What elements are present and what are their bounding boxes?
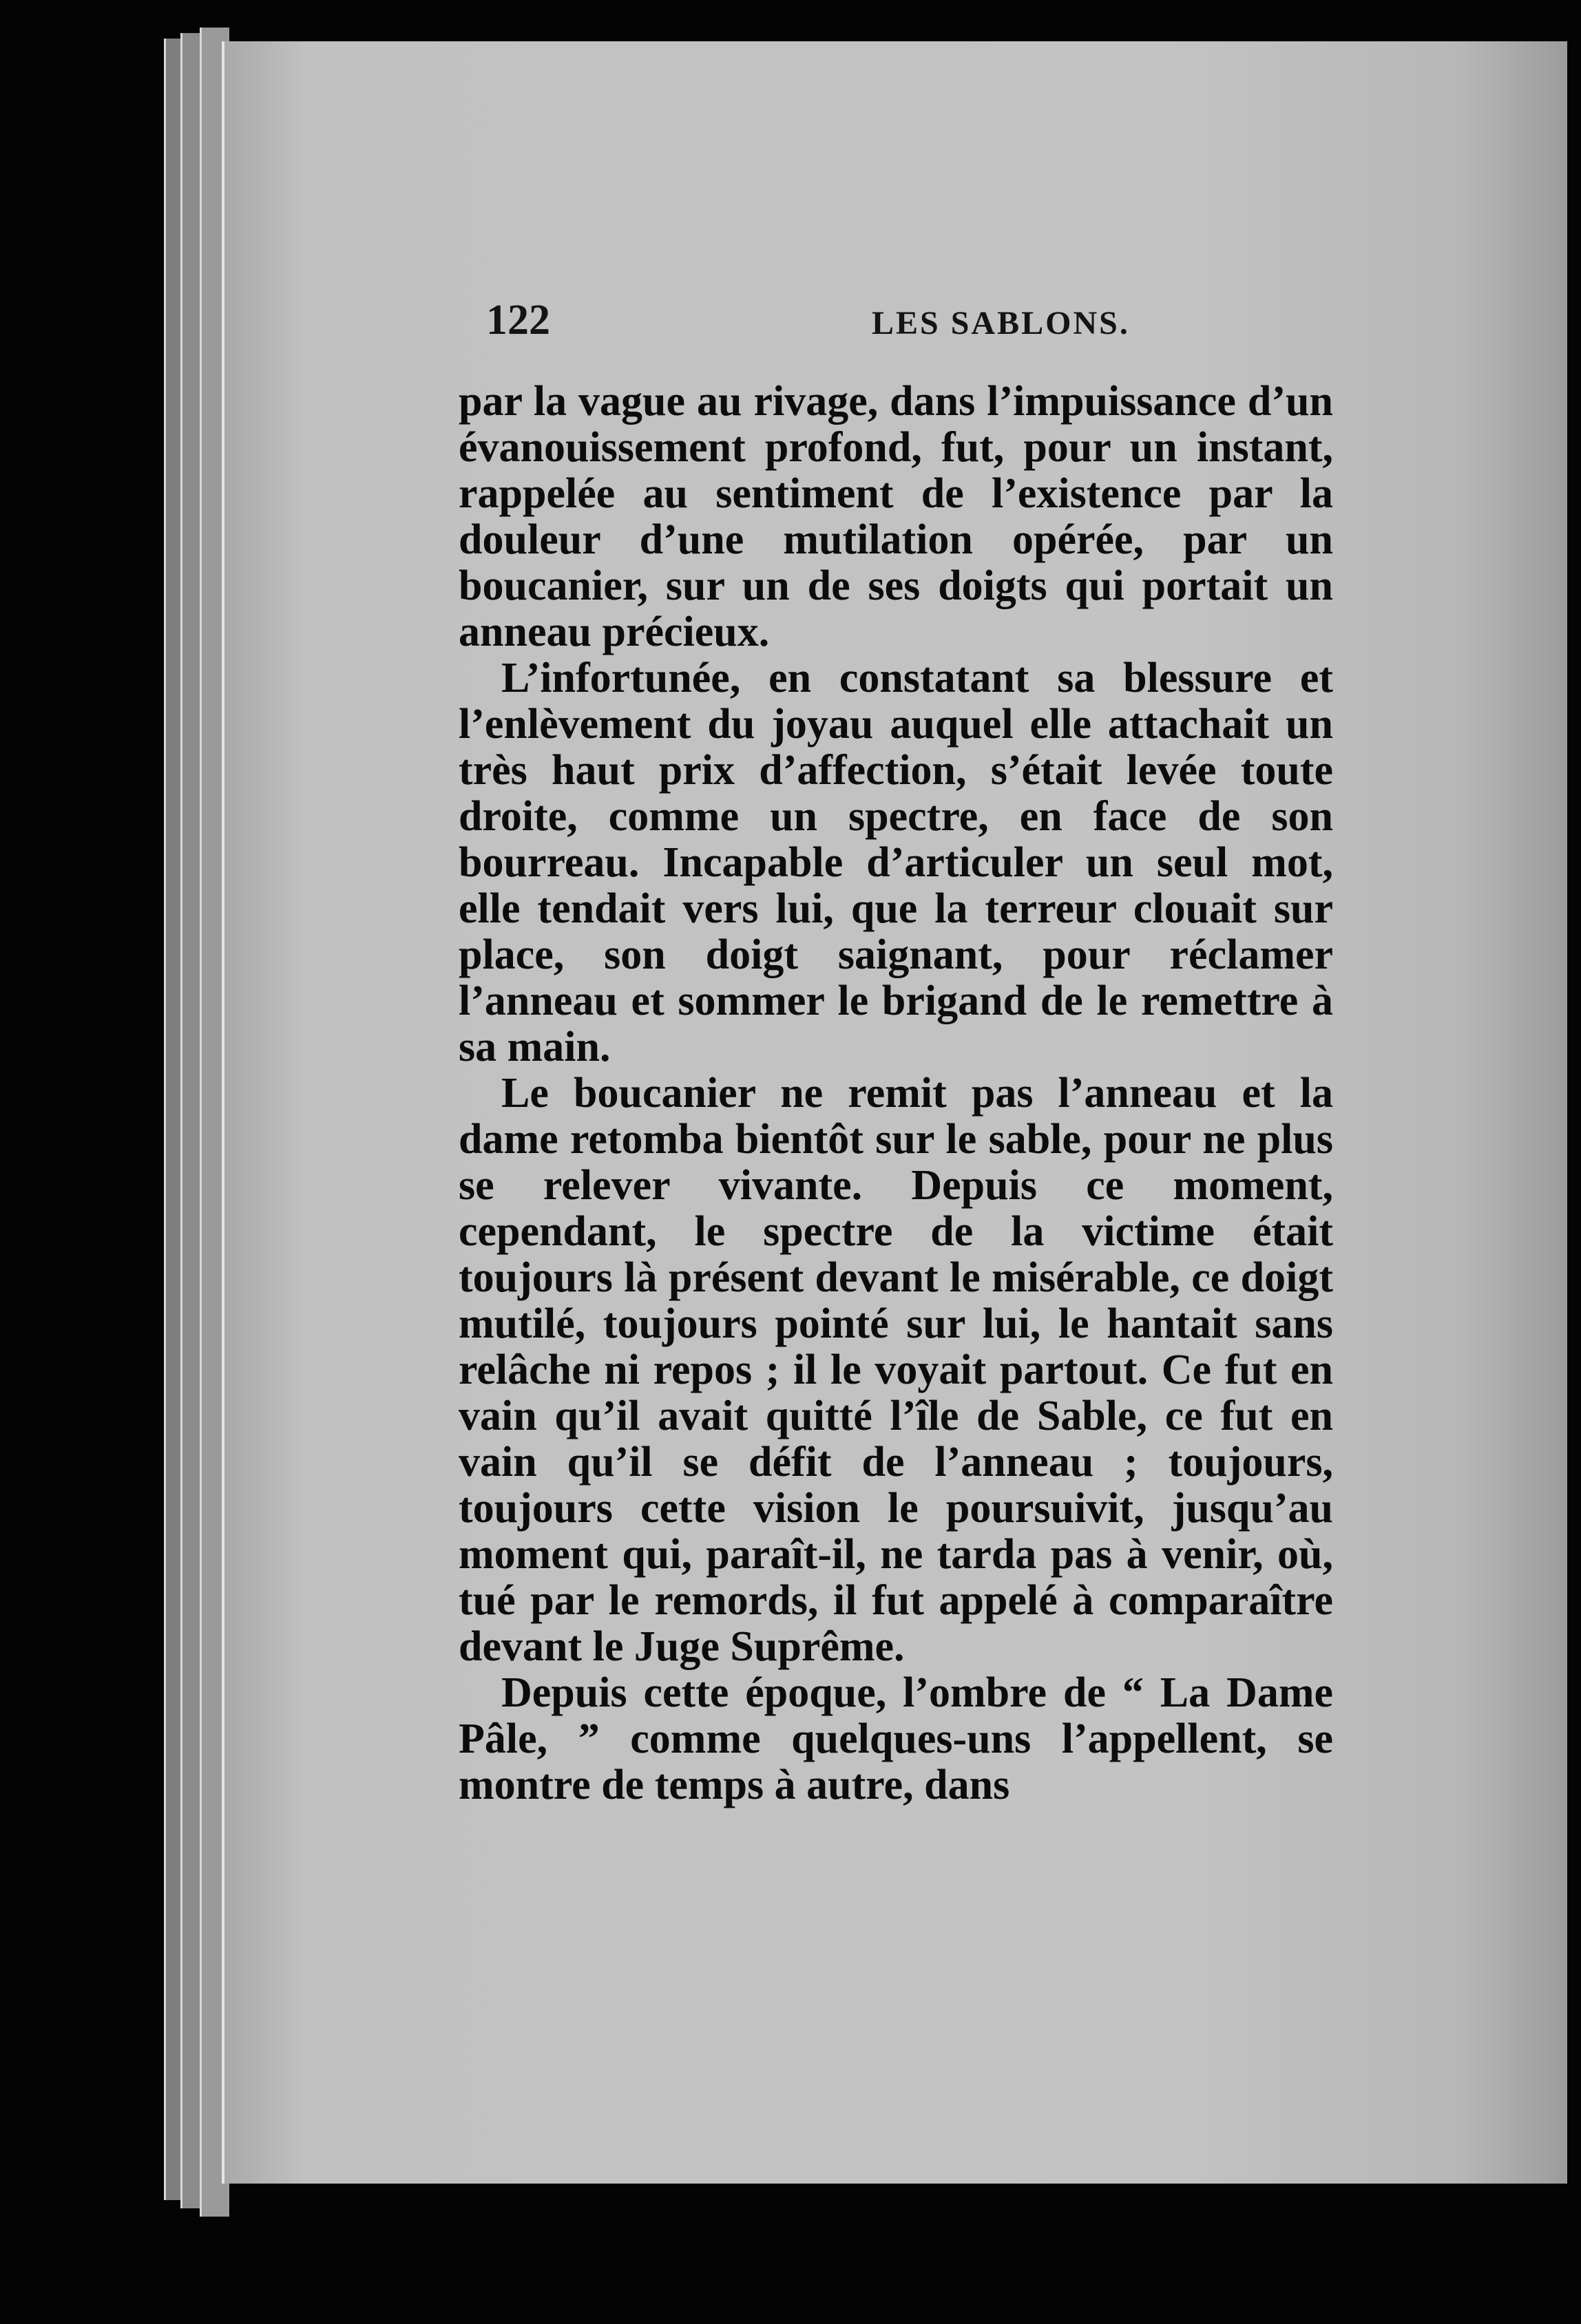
- paragraph: Depuis cette époque, l’ombre de “ La Dame Pâle, ” comme quelques-uns l’appellent, se montre de temps à autre, dans: [459, 1669, 1333, 1808]
- page-number: 122: [486, 297, 550, 344]
- book-page: [222, 41, 1567, 2184]
- paragraph: par la vague au rivage, dans l’impuissance d’un évanouissement profond, fut, pour un instant, rappelée au sentiment de l’existence par la douleur d’une mutilation opérée, par un boucanier, sur un de ses doigts qui portait un anneau précieux.: [459, 378, 1333, 655]
- paragraph: L’infortunée, en constatant sa blessure et l’enlèvement du joyau auquel elle attachait un très haut prix d’affection, s’était levée toute droite, comme un spectre, en face de son bourreau. Incapable d’articuler un seul mot, elle tendait vers lui, que la terreur clouait sur place, son doigt saignant, pour réclamer l’anneau et sommer le brigand de le remettre à sa main.: [459, 655, 1333, 1070]
- paragraph: Le boucanier ne remit pas l’anneau et la dame retomba bientôt sur le sable, pour ne plus se relever vivante. Depuis ce moment, cependant, le spectre de la victime était toujours là présent devant le misérable, ce doigt mutilé, toujours pointé sur lui, le hantait sans relâche ni repos ; il le voyait partout. Ce fut en vain qu’il avait quitté l’île de Sable, ce fut en vain qu’il se défit de l’anneau ; toujours, toujours cette vision le poursuivit, jusqu’au moment qui, paraît-il, ne tarda pas à venir, où, tué par le remords, il fut appelé à comparaître devant le Juge Suprême.: [459, 1070, 1333, 1670]
- body-text: [459, 379, 1333, 1808]
- running-title: LES SABLONS.: [872, 305, 1130, 341]
- page-content: [459, 268, 1581, 1808]
- running-head: [459, 268, 1581, 344]
